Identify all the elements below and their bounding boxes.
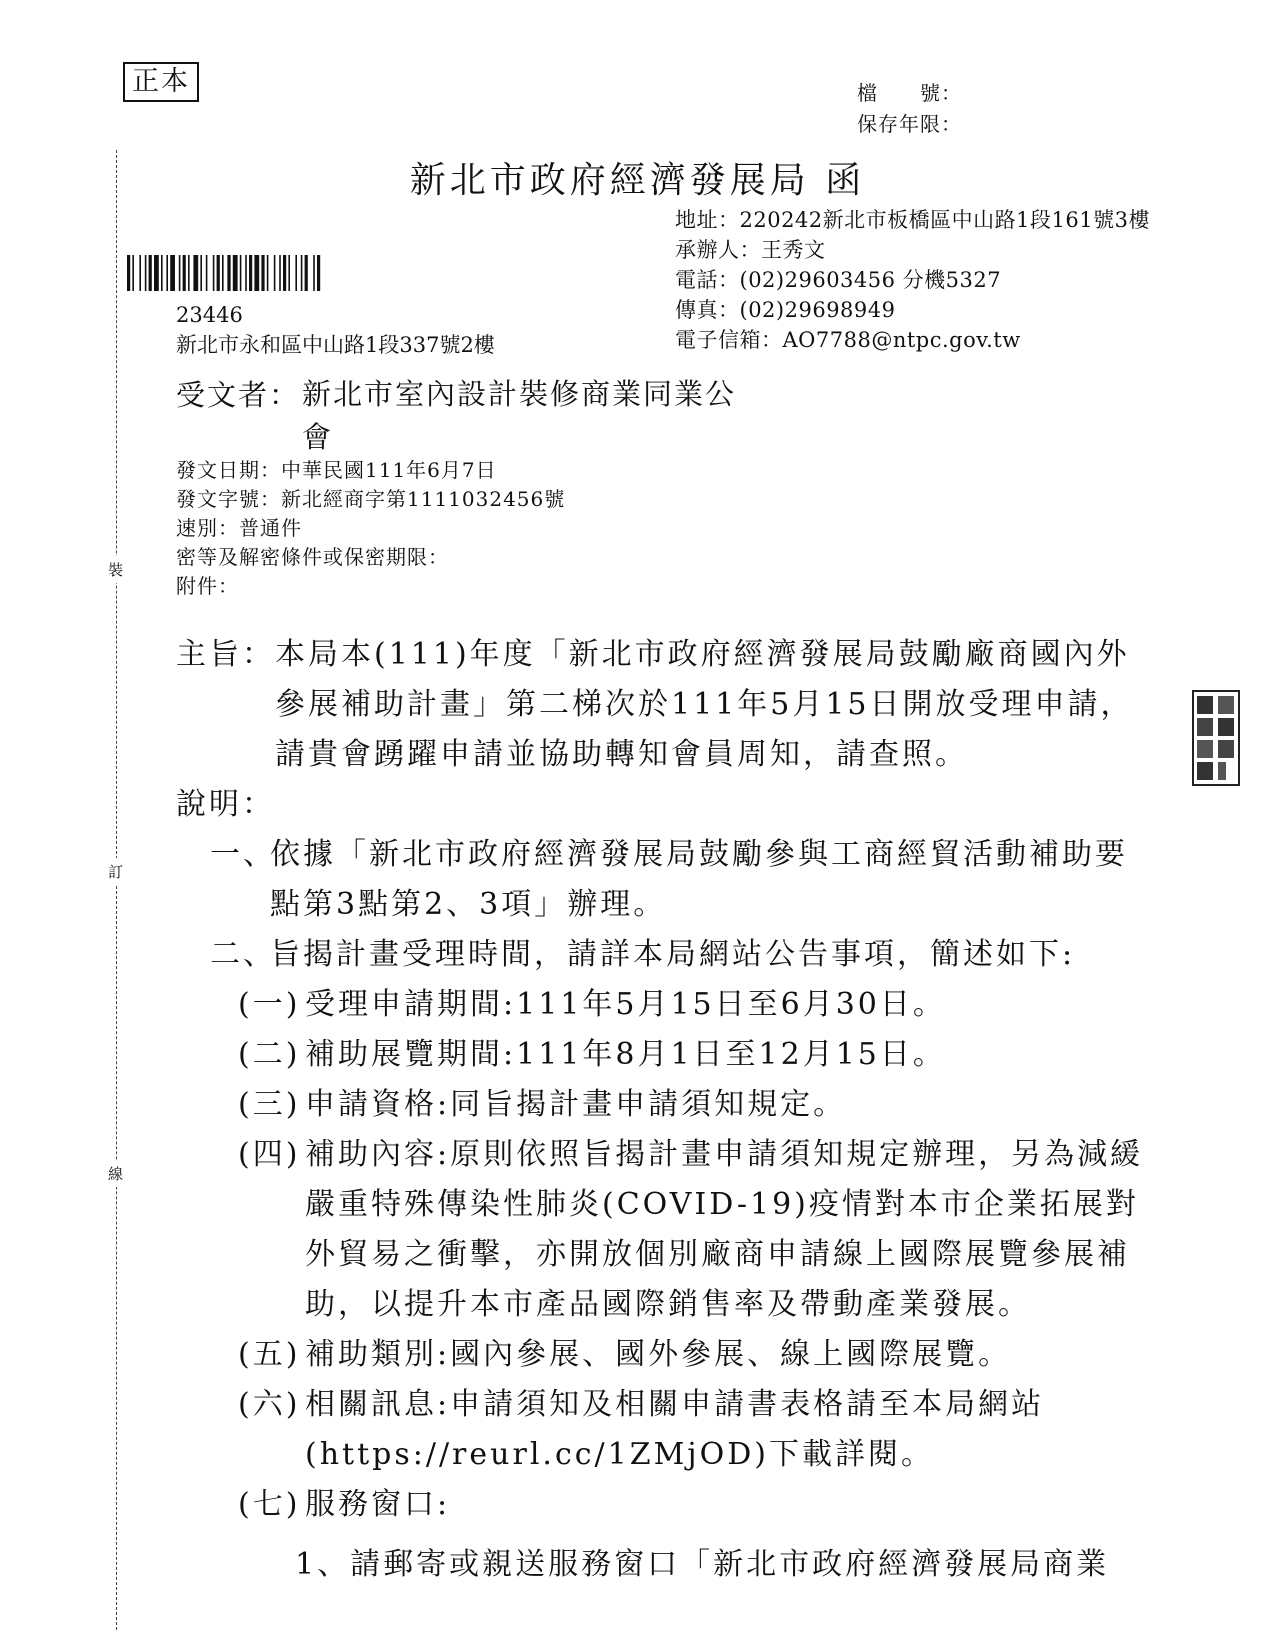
subject-text: 本局本(111)年度「新北市政府經濟發展局鼓勵廠商國內外參展補助計畫」第二梯次於111年5月15日開放受理申請，請貴會踴躍申請並協助轉知會員周知，請查照。 <box>275 637 1134 772</box>
sub-item-text: 相關訊息:申請須知及相關申請書表格請至本局網站(https://reurl.cc/1ZMjOD)下載詳閱。 <box>305 1387 1045 1472</box>
postal-code: 23446 <box>176 303 243 327</box>
file-meta <box>857 78 962 140</box>
binding-mark-staple: 訂 <box>108 858 123 885</box>
delivery-speed: 速別：普通件 <box>176 516 302 540</box>
document-title: 新北市政府經濟發展局 函 <box>409 160 866 201</box>
binding-mark-line: 線 <box>108 1160 123 1187</box>
sender-contact: 承辦人：王秀文 <box>675 238 826 262</box>
sub-item-label: (二) <box>238 1037 301 1072</box>
binding-mark-bind: 裝 <box>108 556 123 583</box>
recipient-label: 受文者： <box>176 378 301 412</box>
retention-period-label: 保存年限： <box>857 112 962 136</box>
sender-fax: 傳真：(02)29698949 <box>675 298 896 322</box>
sub-item-text: 補助展覽期間:111年8月1日至12月15日。 <box>305 1037 946 1072</box>
attachments: 附件： <box>176 574 239 598</box>
recipient-address: 新北市永和區中山路1段337號2樓 <box>176 333 495 357</box>
sub-item-text: 申請資格:同旨揭計畫申請須知規定。 <box>305 1087 847 1122</box>
sender-info <box>675 205 1150 355</box>
explanation-label: 說明： <box>176 787 275 822</box>
sub-item-7-point-1: 1、請郵寄或親送服務窗口「新北市政府經濟發展局商業 <box>295 1547 1110 1582</box>
original-copy-stamp: 正本 <box>123 62 199 102</box>
sub-item-text: 服務窗口: <box>305 1487 451 1522</box>
secrecy-level: 密等及解密條件或保密期限： <box>176 545 449 569</box>
item-2-text: 旨揭計畫受理時間，請詳本局網站公告事項，簡述如下: <box>270 937 1076 972</box>
sub-item-text: 補助內容:原則依照旨揭計畫申請須知規定辦理，另為減緩嚴重特殊傳染性肺炎(COVID-19)疫情對本市企業拓展對外貿易之衝擊，亦開放個別廠商申請線上國際展覽參展補助，以提升本市產品國際銷售率及帶動產業發展。 <box>305 1137 1144 1322</box>
sub-item-label: (七) <box>238 1487 301 1522</box>
subject-label: 主旨： <box>176 637 275 672</box>
sub-item-label: (三) <box>238 1087 301 1122</box>
barcode-image <box>127 255 413 291</box>
recipient-postal-block <box>176 300 495 360</box>
sub-item-text: 補助類別:國內參展、國外參展、線上國際展覽。 <box>305 1337 1012 1372</box>
file-number-label: 檔 號： <box>857 81 962 105</box>
dispatch-meta <box>176 456 565 601</box>
sub-item-label: (四) <box>238 1137 301 1172</box>
sub-item-label: (五) <box>238 1337 301 1372</box>
sender-phone: 電話：(02)29603456 分機5327 <box>675 268 1002 292</box>
issue-date: 發文日期：中華民國111年6月7日 <box>176 458 497 482</box>
sub-item-label: (一) <box>238 987 301 1022</box>
sub-item-label: (六) <box>238 1387 301 1422</box>
sender-address: 地址：220242新北市板橋區中山路1段161號3樓 <box>675 208 1150 232</box>
seal-stamp-icon <box>1192 690 1240 786</box>
binding-line <box>116 150 117 1630</box>
recipient-name: 新北市室內設計裝修商業同業公會 <box>302 377 737 454</box>
item-1-number: 一、 <box>210 837 276 872</box>
item-2-number: 二、 <box>210 937 276 972</box>
reference-number: 發文字號：新北經商字第1111032456號 <box>176 487 566 511</box>
item-1-text: 依據「新北市政府經濟發展局鼓勵參與工商經貿活動補助要點第3點第2、3項」辦理。 <box>270 837 1128 922</box>
sender-email: 電子信箱：AO7788@ntpc.gov.tw <box>675 328 1021 352</box>
sub-item-text: 受理申請期間:111年5月15日至6月30日。 <box>305 987 946 1022</box>
